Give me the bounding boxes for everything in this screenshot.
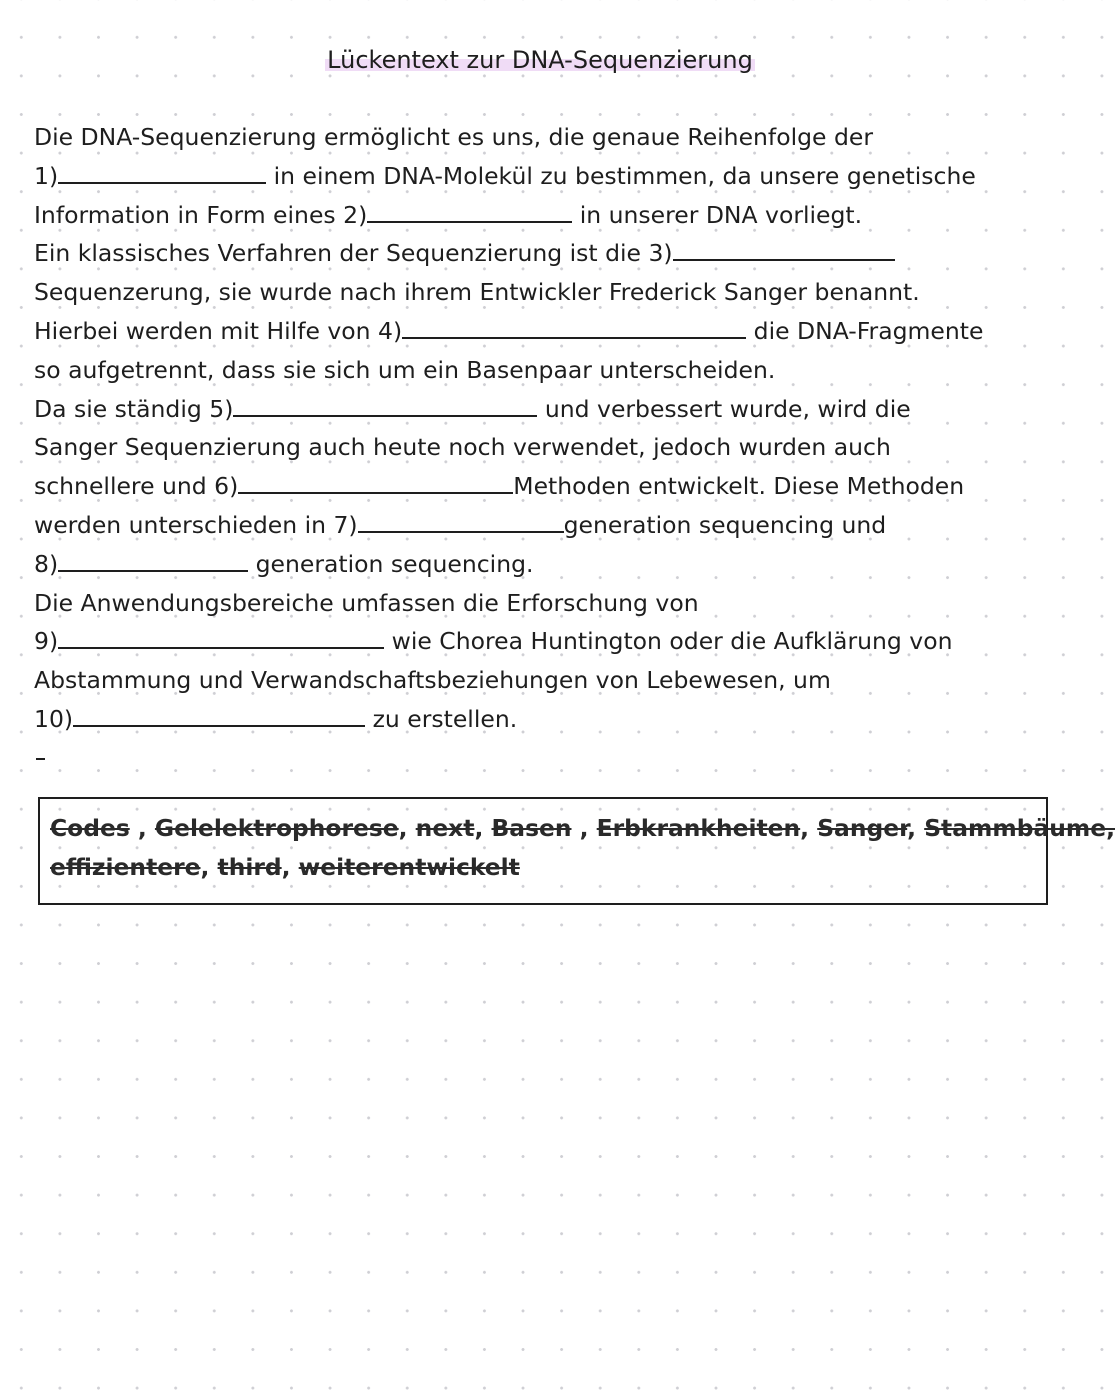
word-bank-separator: , <box>800 814 818 842</box>
text-line-13 <box>34 584 1064 623</box>
text-line-2 <box>34 157 1064 196</box>
word-bank-item: Codes <box>50 814 130 842</box>
text-segment: die DNA-Fragmente <box>753 316 984 345</box>
word-bank-separator: , <box>281 852 299 881</box>
blank-1[interactable] <box>58 160 266 184</box>
page-title <box>0 40 1080 80</box>
text-segment: werden unterschieden in 7) <box>34 510 358 539</box>
word-bank-separator: , <box>474 814 492 842</box>
word-bank-item: Sanger <box>817 814 908 842</box>
word-bank <box>50 809 1115 886</box>
text-line-11 <box>34 506 1064 545</box>
text-segment: Die Anwendungsbereiche umfassen die Erforschung von <box>34 588 699 617</box>
text-segment: Die DNA-Sequenzierung ermöglicht es uns, die genaue Reihenfolge der <box>34 123 873 151</box>
text-line-1 <box>34 118 1064 157</box>
text-segment: Sanger Sequenzierung auch heute noch verwendet, jedoch wurden auch <box>34 433 891 462</box>
text-line-16 <box>34 700 1064 739</box>
blank-2[interactable] <box>367 199 572 223</box>
text-segment: 10) <box>34 704 74 733</box>
title-text: Lückentext zur DNA-Sequenzierung <box>327 46 753 74</box>
text-segment: schnellere und 6) <box>34 472 239 501</box>
text-line-9 <box>34 428 1064 467</box>
text-line-3 <box>34 196 1064 235</box>
word-bank-item: weiterentwickelt <box>298 852 520 881</box>
blank-4[interactable] <box>402 315 746 339</box>
text-segment: 8) <box>34 549 59 578</box>
text-line-6 <box>34 312 1064 351</box>
word-bank-item: Basen <box>491 814 572 842</box>
text-segment: und verbessert wurde, wird die <box>544 394 911 423</box>
text-segment: Methoden entwickelt. Diese Methoden <box>513 472 965 501</box>
text-segment: in unserer DNA vorliegt. <box>579 200 863 229</box>
word-bank-item: Stammbäume, <box>924 814 1115 842</box>
text-segment: generation sequencing und <box>563 510 887 539</box>
text-line-10 <box>34 467 1064 506</box>
blank-9[interactable] <box>58 625 384 649</box>
handwritten-dash <box>36 758 45 760</box>
text-segment: Da sie ständig 5) <box>34 394 234 423</box>
text-segment: wie Chorea Huntington oder die Aufklärung von <box>391 627 953 656</box>
word-bank-line-1 <box>50 809 1115 848</box>
word-bank-separator: , <box>907 814 925 842</box>
text-segment: Hierbei werden mit Hilfe von 4) <box>34 316 403 345</box>
blank-7[interactable] <box>358 509 564 533</box>
word-bank-item: Erbkrankheiten <box>596 814 801 842</box>
word-bank-separator: , <box>129 814 155 842</box>
word-bank-item: next <box>415 814 475 842</box>
blank-3[interactable] <box>673 237 895 261</box>
word-bank-separator: , <box>571 814 597 842</box>
text-segment: 1) <box>34 161 59 190</box>
word-bank-item: effizientere <box>50 852 201 881</box>
cloze-text <box>34 118 1064 739</box>
text-segment: Sequenzerung, sie wurde nach ihrem Entwickler Frederick Sanger benannt. <box>34 278 920 307</box>
word-bank-item: Gelelektrophorese <box>154 814 399 842</box>
text-segment: so aufgetrennt, dass sie sich um ein Basenpaar unterscheiden. <box>34 355 776 384</box>
text-line-7 <box>34 351 1064 390</box>
text-line-8 <box>34 390 1064 429</box>
word-bank-line-2 <box>50 848 1035 887</box>
word-bank-separator: , <box>200 852 218 881</box>
text-segment: Ein klassisches Verfahren der Sequenzierung ist die 3) <box>34 239 673 268</box>
text-segment: in einem DNA-Molekül zu bestimmen, da unsere genetische <box>273 161 976 190</box>
blank-5[interactable] <box>233 393 537 417</box>
text-line-4 <box>34 234 1064 273</box>
word-bank-item: third <box>217 852 282 881</box>
text-segment: Abstammung und Verwandschaftsbeziehungen von Lebewesen, um <box>34 666 831 695</box>
text-line-15 <box>34 661 1064 700</box>
blank-10[interactable] <box>73 703 365 727</box>
word-bank-separator: , <box>398 814 416 842</box>
text-segment: generation sequencing. <box>255 549 534 578</box>
text-line-12 <box>34 545 1064 584</box>
text-segment: zu erstellen. <box>372 704 518 733</box>
blank-6[interactable] <box>238 470 513 494</box>
blank-8[interactable] <box>58 548 248 572</box>
text-line-14 <box>34 622 1064 661</box>
text-segment: Information in Form eines 2) <box>34 200 368 229</box>
text-line-5 <box>34 273 1064 312</box>
text-segment: 9) <box>34 627 59 656</box>
